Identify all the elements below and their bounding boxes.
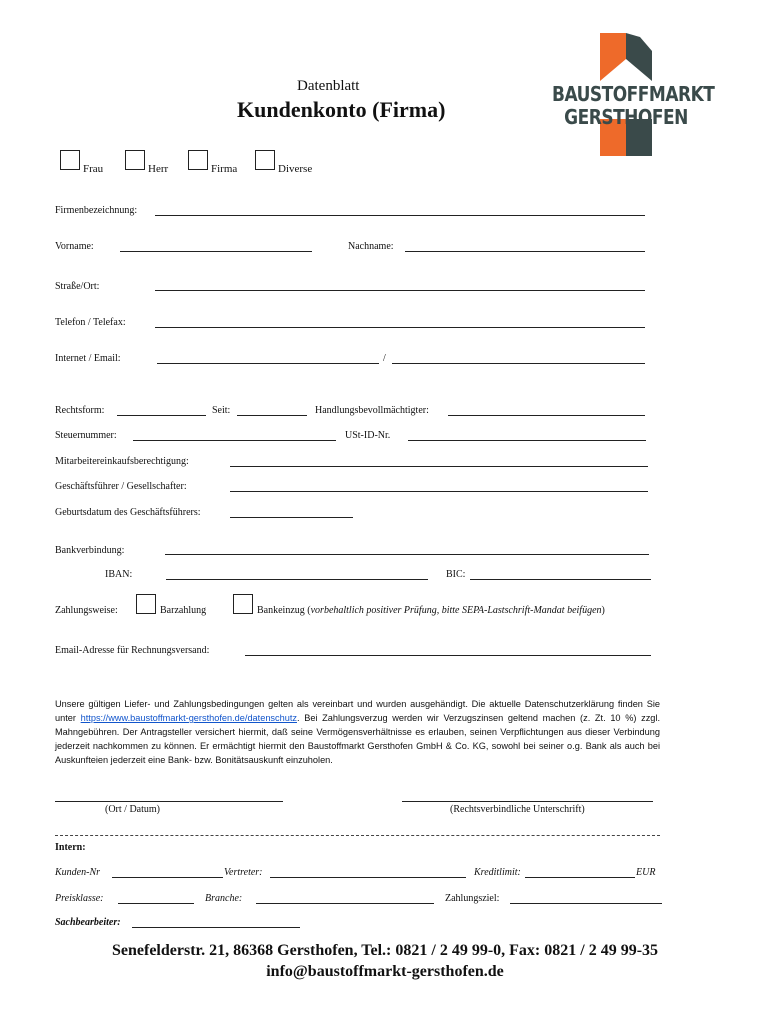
input-iban[interactable] [166,579,428,580]
label-frau: Frau [83,163,104,175]
label-seit: Seit: [212,405,231,416]
form-subtitle: Datenblatt [297,78,360,94]
footer-email: info@baustoffmarkt-gersthofen.de [266,963,504,980]
input-internet[interactable] [157,363,379,364]
label-eur: EUR [636,867,656,878]
input-branche[interactable] [256,903,434,904]
bankeinzug-paren-close: ) [601,605,605,616]
label-vorname: Vorname: [55,241,94,252]
input-steuernummer[interactable] [133,440,336,441]
intern-heading: Intern: [55,842,86,853]
checkbox-diverse[interactable] [255,150,275,170]
label-ort-datum: (Ort / Datum) [105,804,160,815]
company-logo [552,33,715,158]
checkbox-barzahlung[interactable] [136,594,156,614]
label-firmenbezeichnung: Firmenbezeichnung: [55,205,138,216]
input-unterschrift[interactable] [402,801,653,802]
label-zahlungsziel: Zahlungsziel: [445,893,500,904]
label-sachbearbeiter: Sachbearbeiter: [55,917,121,928]
input-geschaeftsfuehrer[interactable] [230,491,648,492]
label-strasse: Straße/Ort: [55,281,100,292]
terms-text-1: Unsere gültigen Liefer- und Zahlungsbedingungen gelten als vereinbart und wurden ausgehändigt. Die aktuelle Datenschutzerklärung finden Sie unter [55,699,660,723]
input-ort-datum[interactable] [55,801,283,802]
logo-text-line2: GERSTHOFEN [564,106,688,130]
input-geburtsdatum[interactable] [230,517,353,518]
label-telefon: Telefon / Telefax: [55,317,126,328]
input-email[interactable] [392,363,645,364]
label-rechtsform: Rechtsform: [55,405,105,416]
bankeinzug-note: vorbehaltlich positiver Prüfung, bitte SEPA-Lastschrift-Mandat beifügen [310,605,602,616]
label-bankverbindung: Bankverbindung: [55,545,125,556]
checkbox-herr[interactable] [125,150,145,170]
input-sachbearbeiter[interactable] [132,927,300,928]
label-zahlungsweise: Zahlungsweise: [55,605,118,616]
label-mitarbeitereinkauf: Mitarbeitereinkaufsberechtigung: [55,456,189,467]
label-geschaeftsfuehrer: Geschäftsführer / Gesellschafter: [55,481,187,492]
input-bankverbindung[interactable] [165,554,649,555]
terms-text-2: . Bei Zahlungsverzug werden wir Verzugszinsen geltend machen (z. Zt. 10 %) zzgl. Mahngebühren. Der Antragsteller versichert hiermit, daß seine Vermögensverhältnisse es erlauben, seinen Verpflichtungen aus dieser Verbindung jederzeit nachkommen zu können. Er ermächtigt hiermit den Baustoffmarkt Gersthofen GmbH & Co. KG, sowohl bei seiner o.g. Bank als auch bei Auskunfteien jederzeit eine Bank- bzw. Bonitätsauskunft einzuholen. [55,713,661,765]
internet-separator: / [383,353,386,364]
label-internet: Internet / Email: [55,353,121,364]
input-strasse[interactable] [155,290,645,291]
privacy-link[interactable]: https://www.baustoffmarkt-gersthofen.de/datenschutz [80,713,297,723]
input-kunden-nr[interactable] [112,877,223,878]
footer-address: Senefelderstr. 21, 86368 Gersthofen, Tel.: 0821 / 2 49 99-0, Fax: 0821 / 2 49 99-35 [111,942,659,959]
input-email-rechnung[interactable] [245,655,651,656]
intern-separator [55,835,660,836]
label-iban: IBAN: [105,569,133,580]
checkbox-bankeinzug[interactable] [233,594,253,614]
input-nachname[interactable] [405,251,645,252]
label-diverse: Diverse [278,163,313,175]
input-preisklasse[interactable] [118,903,194,904]
terms-paragraph [55,697,660,767]
label-handlungsbevollmaechtigter: Handlungsbevollmächtigter: [315,405,429,416]
form-title: Kundenkonto (Firma) [237,97,446,122]
label-bankeinzug: Bankeinzug [257,605,305,616]
label-geburtsdatum: Geburtsdatum des Geschäftsführers: [55,507,201,518]
label-email-rechnung: Email-Adresse für Rechnungsversand: [55,645,210,656]
input-ustid[interactable] [408,440,646,441]
label-steuernummer: Steuernummer: [55,430,117,441]
label-preisklasse: Preisklasse: [55,893,104,904]
checkbox-firma[interactable] [188,150,208,170]
input-rechtsform[interactable] [117,415,206,416]
label-unterschrift: (Rechtsverbindliche Unterschrift) [450,804,585,815]
label-kreditlimit: Kreditlimit: [474,867,521,878]
input-bic[interactable] [470,579,651,580]
checkbox-frau[interactable] [60,150,80,170]
label-barzahlung: Barzahlung [160,605,207,616]
label-bic: BIC: [446,569,466,580]
input-zahlungsziel[interactable] [510,903,662,904]
input-seit[interactable] [237,415,307,416]
label-firma: Firma [211,163,238,175]
input-vertreter[interactable] [270,877,466,878]
bankeinzug-paren-open: ( [307,605,311,616]
label-kunden-nr: Kunden-Nr [55,867,100,878]
label-nachname: Nachname: [348,241,394,252]
input-mitarbeitereinkauf[interactable] [230,466,648,467]
label-vertreter: Vertreter: [224,867,263,878]
input-firmenbezeichnung[interactable] [155,215,645,216]
label-ustid: USt-ID-Nr. [345,430,391,441]
label-branche: Branche: [205,893,243,904]
logo-text-line1: BAUSTOFFMARKT [552,83,715,107]
bankeinzug-row [257,605,605,616]
label-herr: Herr [148,163,169,175]
input-kreditlimit[interactable] [525,877,635,878]
input-telefon[interactable] [155,327,645,328]
input-vorname[interactable] [120,251,312,252]
input-handlungsbevollmaechtigter[interactable] [448,415,645,416]
